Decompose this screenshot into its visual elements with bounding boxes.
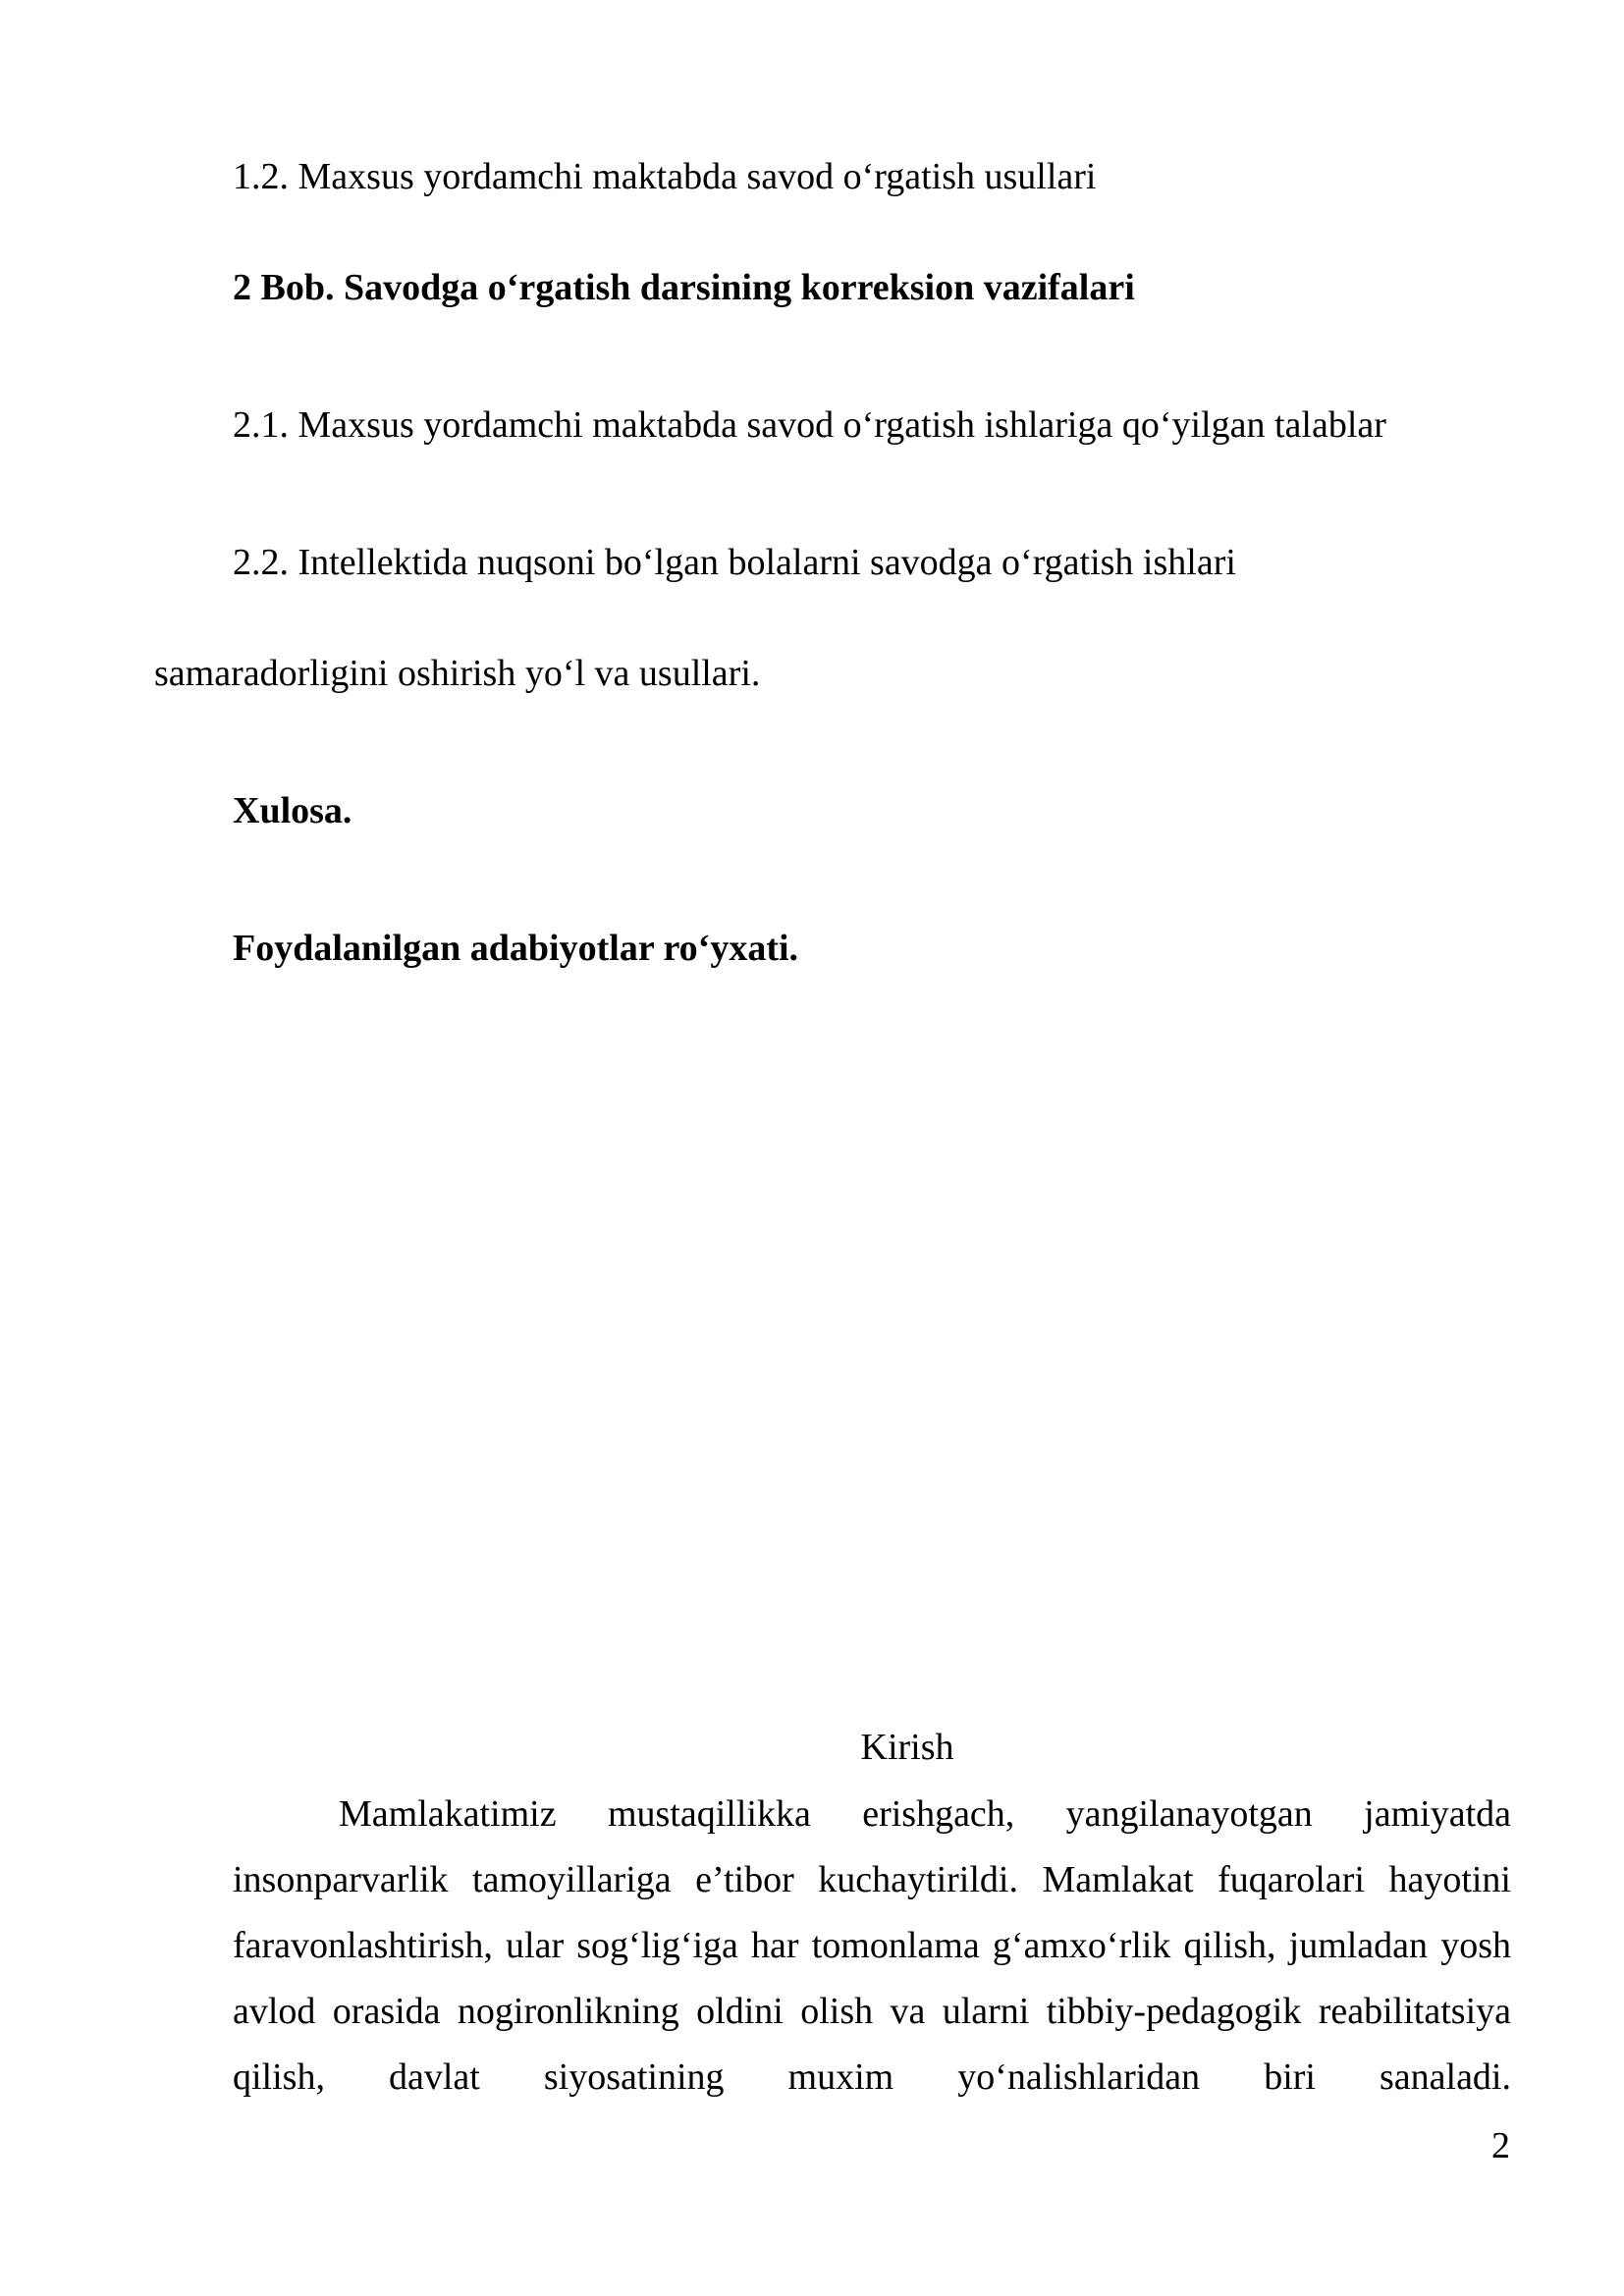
- intro-title: Kirish: [860, 1727, 954, 1768]
- toc-item-1-2: 1.2. Maxsus yordamchi maktabda savod o‘rgatish usullari: [233, 156, 1097, 197]
- toc-item-2-2-line-1: 2.2. Intellektida nuqsoni bo‘lgan bolalarni savodga o‘rgatish ishlari: [233, 542, 1236, 583]
- toc-references: Foydalanilgan adabiyotlar ro‘yxati.: [233, 928, 799, 969]
- intro-paragraph: Mamlakatimiz mustaqillikka erishgach, yangilanayotgan jamiyatda insonparvarlik tamoyillariga e’tibor kuchaytirildi. Mamlakat fuqarolari hayotini faravonlashtirish, ular sog‘lig‘iga har tomonlama g‘amxo‘rlik qilish, jumladan yosh avlod orasida nogironlikning oldini olish va ularni tibbiy-pedagogik reabilitatsiya qilish, davlat siyosatining muxim yo‘nalishlaridan biri sanaladi.: [233, 1793, 1511, 2098]
- page-number: 2: [1491, 2125, 1510, 2166]
- toc-item-2-1: 2.1. Maxsus yordamchi maktabda savod o‘rgatish ishlariga qo‘yilgan talablar: [233, 404, 1386, 446]
- toc-item-2-2-line-2: samaradorligini oshirish yo‘l va usullari.: [154, 653, 761, 694]
- toc-chapter-2: 2 Bob. Savodga o‘rgatish darsining korreksion vazifalari: [233, 267, 1135, 308]
- toc-conclusion: Xulosa.: [233, 790, 352, 831]
